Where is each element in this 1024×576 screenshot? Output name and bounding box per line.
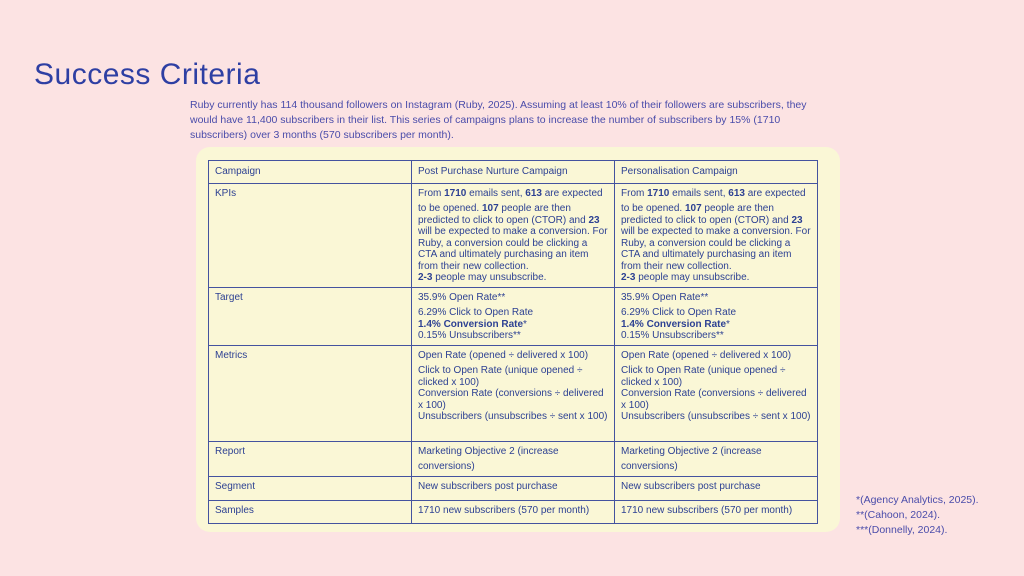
row-label-kpis: KPIs: [209, 184, 412, 288]
table-row-metrics: [209, 346, 818, 442]
header-personalisation-campaign: Personalisation Campaign: [615, 161, 818, 184]
table-header-row: [209, 161, 818, 184]
table-row-samples: [209, 500, 818, 523]
kpis-personalisation-cell: From 1710 emails sent, 613 are expected to be opened. 107 people are then predicted to click to open (CTOR) and 23 will be expected to make a conversion. For Ruby, a conversion could be clicking a CTA and ultimately purchasing an item from their new collection. 2-3 people may unsubscribe.: [615, 184, 818, 288]
row-label-segment: Segment: [209, 476, 412, 500]
samples-post-purchase-cell: 1710 new subscribers (570 per month): [412, 500, 615, 523]
citation-footnotes: [856, 493, 979, 538]
segment-post-purchase-cell: New subscribers post purchase: [412, 476, 615, 500]
target-post-purchase-cell: 35.9% Open Rate** 6.29% Click to Open Rate 1.4% Conversion Rate* 0.15% Unsubscribers**: [412, 288, 615, 346]
page-title: Success Criteria: [34, 58, 261, 92]
header-post-purchase-campaign: Post Purchase Nurture Campaign: [412, 161, 615, 184]
footnote-line: ***(Donnelly, 2024).: [856, 524, 948, 536]
metrics-personalisation-cell: Open Rate (opened ÷ delivered x 100) Click to Open Rate (unique opened ÷ clicked x 100) Conversion Rate (conversions ÷ delivered x 100) Unsubscribers (unsubscribes ÷ sent x 100): [615, 346, 818, 442]
criteria-table: [208, 160, 818, 524]
row-label-samples: Samples: [209, 500, 412, 523]
footnote-line: **(Cahoon, 2024).: [856, 509, 941, 521]
report-personalisation-cell: Marketing Objective 2 (increase conversions): [615, 442, 818, 477]
kpis-post-purchase-cell: From 1710 emails sent, 613 are expected to be opened. 107 people are then predicted to click to open (CTOR) and 23 will be expected to make a conversion. For Ruby, a conversion could be clicking a CTA and ultimately purchasing an item from their new collection. 2-3 people may unsubscribe.: [412, 184, 615, 288]
report-post-purchase-cell: Marketing Objective 2 (increase conversions): [412, 442, 615, 477]
row-label-report: Report: [209, 442, 412, 477]
samples-personalisation-cell: 1710 new subscribers (570 per month): [615, 500, 818, 523]
criteria-panel: [196, 147, 840, 532]
table-row-segment: [209, 476, 818, 500]
table-row-target: [209, 288, 818, 346]
footnote-line: *(Agency Analytics, 2025).: [856, 494, 979, 506]
row-label-target: Target: [209, 288, 412, 346]
intro-paragraph: Ruby currently has 114 thousand followers on Instagram (Ruby, 2025). Assuming at least 10% of their followers are subscribers, they would have 11,400 subscribers in their list. This series of campaigns plans to increase the number of subscribers by 15% (1710 subscribers) over 3 months (570 subscribers per month).: [190, 98, 807, 141]
target-personalisation-cell: 35.9% Open Rate** 6.29% Click to Open Rate 1.4% Conversion Rate* 0.15% Unsubscribers**: [615, 288, 818, 346]
metrics-post-purchase-cell: Open Rate (opened ÷ delivered x 100) Click to Open Rate (unique opened ÷ clicked x 100) Conversion Rate (conversions ÷ delivered x 100) Unsubscribers (unsubscribes ÷ sent x 100): [412, 346, 615, 442]
table-row-report: [209, 442, 818, 477]
segment-personalisation-cell: New subscribers post purchase: [615, 476, 818, 500]
header-campaign: Campaign: [209, 161, 412, 184]
row-label-metrics: Metrics: [209, 346, 412, 442]
table-row-kpis: [209, 184, 818, 288]
